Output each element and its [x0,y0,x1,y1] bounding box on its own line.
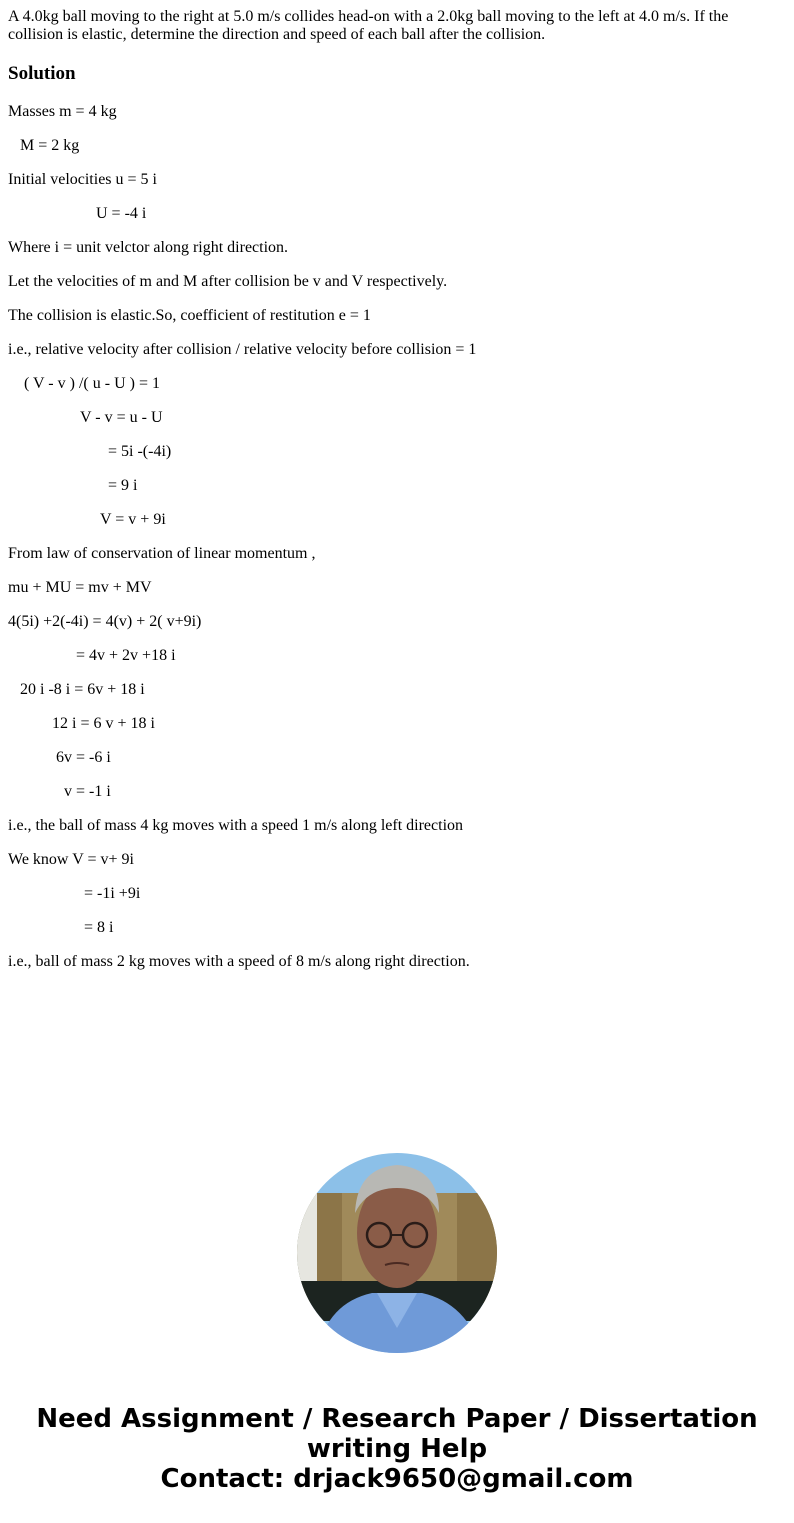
solution-line: i.e., ball of mass 2 kg moves with a speed of 8 m/s along right direction. [8,953,470,970]
solution-line: From law of conservation of linear momentum , [8,545,316,562]
banner-contact-email: Contact: drjack9650@gmail.com [160,1464,634,1494]
contact-banner [0,1404,794,1494]
solution-line: Let the velocities of m and M after collision be v and V respectively. [8,273,448,290]
solution-line: = 4v + 2v +18 i [76,647,176,664]
solution-line: Where i = unit velctor along right direction. [8,239,289,256]
banner-line-2: writing Help [306,1434,488,1464]
solution-line: 12 i = 6 v + 18 i [52,715,155,732]
solution-line: ( V - v ) /( u - U ) = 1 [24,375,160,392]
solution-line: 4(5i) +2(-4i) = 4(v) + 2( v+9i) [8,613,202,630]
solution-heading: Solution [8,63,76,84]
solution-line: = -1i +9i [84,885,141,902]
banner-line-1: Need Assignment / Research Paper / Dissertation [36,1404,758,1434]
solution-line: V = v + 9i [100,511,166,528]
author-photo [297,1153,497,1353]
solution-line: i.e., the ball of mass 4 kg moves with a speed 1 m/s along left direction [8,817,464,834]
solution-line: v = -1 i [64,783,111,800]
solution-line: 6v = -6 i [56,749,111,766]
solution-line: U = -4 i [96,205,147,222]
question-text: A 4.0kg ball moving to the right at 5.0 m/s collides head-on with a 2.0kg ball moving to the left at 4.0 m/s. If the collision is elastic, determine the direction and speed of each ball after the collision. [8,8,729,43]
solution-line: i.e., relative velocity after collision / relative velocity before collision = 1 [8,341,477,358]
solution-line: = 9 i [108,477,138,494]
solution-line: M = 2 kg [20,137,80,154]
solution-line: Initial velocities u = 5 i [8,171,157,188]
solution-line: mu + MU = mv + MV [8,579,152,596]
solution-line: We know V = v+ 9i [8,851,134,868]
solution-line: 20 i -8 i = 6v + 18 i [20,681,145,698]
solution-line: Masses m = 4 kg [8,103,117,120]
solution-line: V - v = u - U [80,409,163,426]
solution-line: = 5i -(-4i) [108,443,172,460]
solution-line: The collision is elastic.So, coefficient of restitution e = 1 [8,307,371,324]
solution-line: = 8 i [84,919,114,936]
